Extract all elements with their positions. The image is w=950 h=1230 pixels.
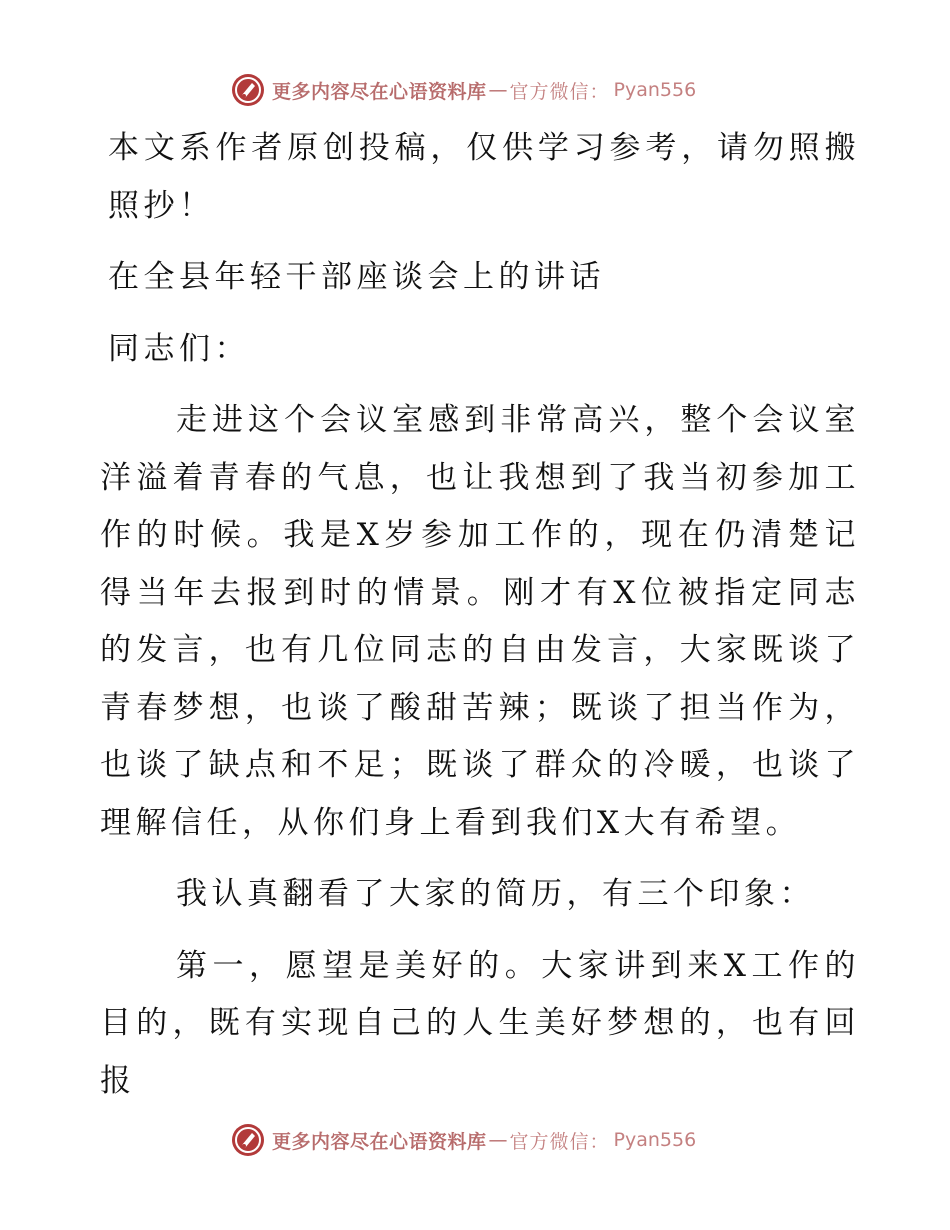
speech-title: 在全县年轻干部座谈会上的讲话 xyxy=(108,259,605,295)
logo-icon xyxy=(232,74,264,106)
footer-wechat-id: Pyan556 xyxy=(613,1129,697,1151)
footer-wechat-label: 官方微信： xyxy=(509,1130,610,1153)
footer-banner xyxy=(232,1122,696,1158)
document-body xyxy=(100,120,860,1110)
salutation: 同志们： xyxy=(108,330,250,367)
disclaimer: 本文系作者原创投稿，仅供学习参考，请勿照搬照抄！ xyxy=(108,130,860,224)
header-wechat-label: 官方微信： xyxy=(509,80,610,103)
paragraph: 我认真翻看了大家的简历，有三个印象： xyxy=(176,876,815,912)
logo-icon xyxy=(232,1124,264,1156)
header-banner-text: 更多内容尽在心语资料库 xyxy=(272,80,487,103)
paragraph: 走进这个会议室感到非常高兴，整个会议室洋溢着青春的气息，也让我想到了我当初参加工作的时候。我是X岁参加工作的，现在仍清楚记得当年去报到时的情景。刚才有X位被指定同志的发言，也有几位同志的自由发言，大家既谈了青春梦想，也谈了酸甜苦辣；既谈了担当作为，也谈了缺点和不足；既谈了群众的冷暖，也谈了理解信任，从你们身上看到我们X大有希望。 xyxy=(100,402,860,841)
paragraph: 第一，愿望是美好的。大家讲到来X工作的目的，既有实现自己的人生美好梦想的，也有回报 xyxy=(100,947,860,1099)
footer-banner-dash: — xyxy=(488,1129,508,1151)
header-banner xyxy=(232,72,696,108)
header-wechat-id: Pyan556 xyxy=(613,79,697,101)
footer-banner-text: 更多内容尽在心语资料库 xyxy=(272,1130,487,1153)
header-banner-dash: — xyxy=(488,79,508,101)
